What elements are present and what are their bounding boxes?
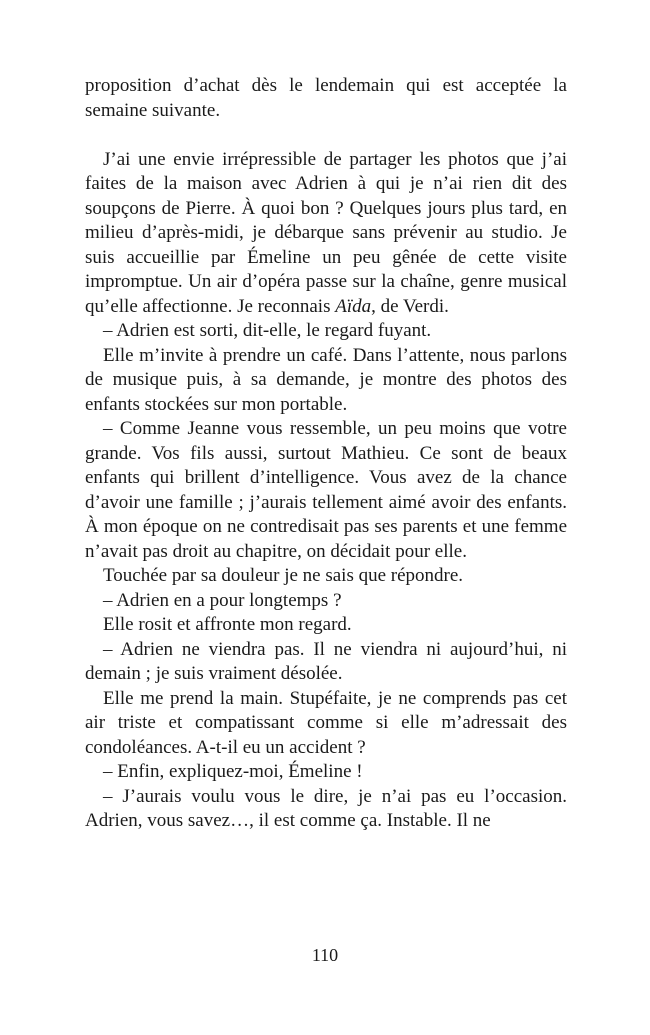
paragraph: Elle me prend la main. Stupéfaite, je ne comprends pas cet air triste et compatissant comme si elle m’adressait des condoléances. A-t-il eu un accident ? [85, 687, 567, 758]
paragraph: Elle rosit et affronte mon regard. [103, 614, 352, 635]
paragraph-photos-text: J’ai une envie irrépressible de partager les photos que j’ai faites de la maison avec Adrien à qui je n’ai rien dit des soupçons de Pierre. À quoi bon ? Quelques jours plus tard, en milieu d’après-midi, je débarque sans prévenir au studio. Je suis accueillie par Émeline un peu gênée de cette visite impromptue. Un air d’opéra passe sur la chaîne, genre musical qu’elle affectionne. Je reconnais [85, 148, 567, 317]
dialogue-line: – Enfin, expliquez-moi, Émeline ! [103, 761, 363, 782]
paragraph-photos-end: , de Verdi. [371, 295, 449, 317]
paragraph-photos [85, 148, 567, 320]
opera-title: Aïda [335, 295, 372, 317]
paragraph: Touchée par sa douleur je ne sais que répondre. [103, 565, 464, 586]
page-body [85, 74, 567, 834]
dialogue-line: – J’aurais voulu vous le dire, je n’ai pas eu l’occasion. Adrien, vous savez…, il est comme ça. Instable. Il ne [85, 785, 567, 831]
page-number: 110 [311, 945, 339, 965]
dialogue-line: – Comme Jeanne vous ressemble, un peu moins que votre grande. Vos fils aussi, surtout Mathieu. Ce sont de beaux enfants qui brillent d’intelligence. Vous avez de la chance d’avoir une famille ; j’aurais tellement aimé avoir des enfants. À mon époque on ne contredisait pas ses parents et une femme n’avait pas droit au chapitre, on décidait pour elle. [85, 418, 567, 562]
dialogue-line: – Adrien ne viendra pas. Il ne viendra ni aujourd’hui, ni demain ; je suis vraiment désolée. [85, 638, 567, 684]
dialogue-line: – Adrien est sorti, dit-elle, le regard fuyant. [103, 320, 432, 341]
dialogue-line: – Adrien en a pour longtemps ? [103, 589, 342, 611]
paragraph-continuation: proposition d’achat dès le lendemain qui est acceptée la semaine suivante. [85, 75, 567, 121]
paragraph: Elle m’invite à prendre un café. Dans l’attente, nous parlons de musique puis, à sa demande, je montre des photos des enfants stockées sur mon portable. [85, 344, 567, 415]
